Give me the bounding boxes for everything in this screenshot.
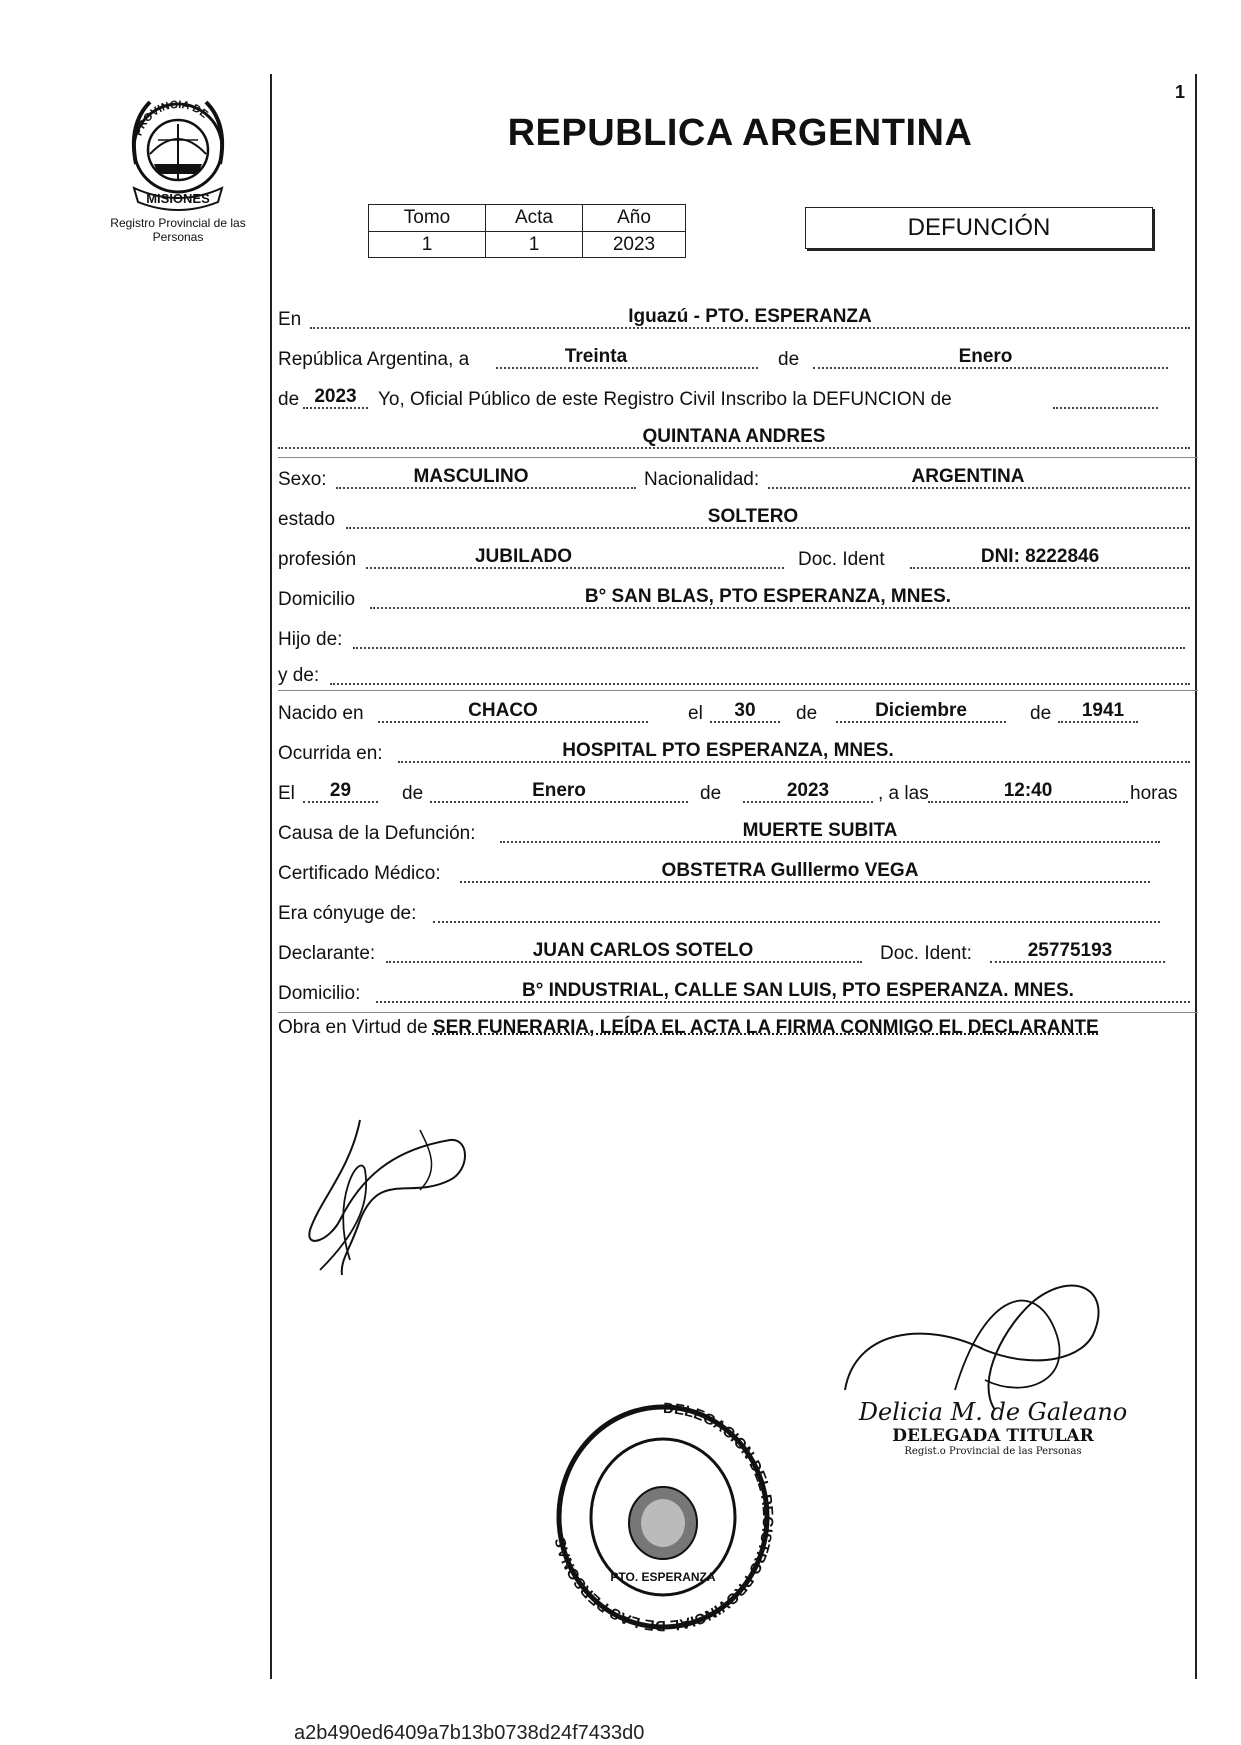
estado-value: SOLTERO [707,506,799,527]
de-label-2: de [278,389,300,410]
officer-role: DELEGADA TITULAR [892,1426,1094,1446]
doc-ident-value: DNI: 8222846 [980,546,1100,567]
document-title: REPUBLICA ARGENTINA [507,112,973,154]
officer-name: Delicia M. de Galeano [858,1398,1128,1426]
tomo-header: Tomo [369,205,486,232]
acta-value: 1 [486,232,583,258]
a-las-label: , a las [878,783,929,804]
def-hora-value: 12:40 [1003,780,1053,801]
el-label: el [688,703,703,724]
crest-banner-text: MISIONES [146,191,210,206]
declarante-label: Declarante: [278,943,376,964]
tomo-value: 1 [369,232,486,258]
ocurrida-label: Ocurrida en: [278,743,383,764]
sexo-value: MASCULINO [413,466,529,487]
fecha-defuncion-row [278,776,1198,812]
statement-text: Yo, Oficial Público de este Registro Civil Inscribo la DEFUNCION de [378,389,952,410]
causa-row [278,816,1198,852]
certificado-row [278,856,1198,892]
acta-header: Acta [486,205,583,232]
sexo-label: Sexo: [278,469,327,490]
nacido-anio-value: 1941 [1081,700,1125,721]
nacido-row [278,696,1198,732]
page-number: 1 [1175,82,1186,102]
horas-label: horas [1130,783,1178,804]
nacionalidad-label: Nacionalidad: [644,469,760,490]
estado-row [278,502,1198,538]
conyuge-row [278,896,1198,932]
deceased-name: QUINTANA ANDRES [642,426,826,447]
record-type-box: DEFUNCIÓN [805,207,1153,249]
doc-ident-label: Doc. Ident [798,549,885,570]
obra-value: SER FUNERARIA, LEÍDA EL ACTA LA FIRMA CONMIGO EL DECLARANTE [432,1017,1099,1038]
de-label-3: de [796,703,818,724]
stamp-ring-text: DELEGACION DEL REGISTRO PROVINCIAL DE LAS PERSONAS [551,1399,777,1635]
tomo-acta-anio-table [368,204,686,258]
sexo-row [278,462,1198,498]
estado-label: estado [278,509,336,530]
ocurrida-value: HOSPITAL PTO ESPERANZA, MNES. [562,740,894,761]
profesion-label: profesión [278,549,357,570]
registry-label: Registro Provincial de las Personas [110,216,246,244]
republica-label: República Argentina, a [278,349,470,370]
ocurrida-row [278,736,1198,772]
official-stamp [548,1395,778,1635]
profesion-value: JUBILADO [474,546,573,567]
domicilio-label-2: Domicilio: [278,983,361,1004]
y-de-label: y de: [278,665,320,686]
def-mes-value: Enero [532,780,586,801]
place-value: Iguazú - PTO. ESPERANZA [628,306,872,327]
def-anio-value: 2023 [786,780,830,801]
domicilio-row [278,582,1198,618]
day-words-value: Treinta [564,346,628,367]
officer-office: Regist.o Provincial de las Personas [904,1446,1082,1457]
nacido-label: Nacido en [278,703,364,724]
causa-value: MUERTE SUBITA [742,820,898,841]
domicilio-value: B° SAN BLAS, PTO ESPERANZA, MNES. [584,586,952,607]
en-label: En [278,309,302,330]
de-label-6: de [700,783,722,804]
month-value: Enero [958,346,1013,367]
conyuge-label: Era cónyuge de: [278,903,417,924]
def-dia-value: 29 [329,780,352,801]
declarante-doc-value: 25775193 [1027,940,1113,961]
obra-label: Obra en Virtud de [278,1017,428,1038]
declarante-domicilio-row [278,976,1198,1012]
declarante-domicilio-value: B° INDUSTRIAL, CALLE SAN LUIS, PTO ESPERANZA. MNES. [522,980,1074,1001]
causa-label: Causa de la Defunción: [278,823,476,844]
domicilio-label: Domicilio [278,589,356,610]
anio-header: Año [583,205,686,232]
declarante-value: JUAN CARLOS SOTELO [532,940,754,961]
hijo-label: Hijo de: [278,629,343,650]
profesion-row [278,542,1198,578]
certificado-value: OBSTETRA Gulllermo VEGA [661,860,919,881]
hijo-row [278,622,1198,658]
place-row [278,302,1198,338]
officer-signature-block [858,1398,1128,1457]
obra-en-virtud [278,1016,1192,1040]
statement-row [278,382,1198,418]
left-margin-line [270,74,272,1679]
nacido-mes-value: Diciembre [875,700,967,721]
date-row [278,342,1198,378]
deceased-row [278,422,1198,458]
anio-value: 2023 [583,232,686,258]
misiones-crest [120,84,236,214]
de-label-5: de [402,783,424,804]
stamp-center-text: PTO. ESPERANZA [610,1570,716,1584]
declarant-signature [300,1110,500,1280]
year-value: 2023 [314,386,357,407]
document-hash: a2b490ed6409a7b13b0738d24f7433d0 [294,1722,645,1744]
doc-ident-label-2: Doc. Ident: [880,943,972,964]
de-label: de [778,349,800,370]
y-de-row [278,658,1198,694]
nacido-lugar-value: CHACO [468,700,538,721]
de-label-4: de [1030,703,1052,724]
certificado-label: Certificado Médico: [278,863,441,884]
crest-arc-text: PROVINCIA DE [132,98,211,138]
declarante-row [278,936,1198,972]
el2-label: El [278,783,295,804]
nacido-dia-value: 30 [734,700,756,721]
nacionalidad-value: ARGENTINA [911,466,1025,487]
